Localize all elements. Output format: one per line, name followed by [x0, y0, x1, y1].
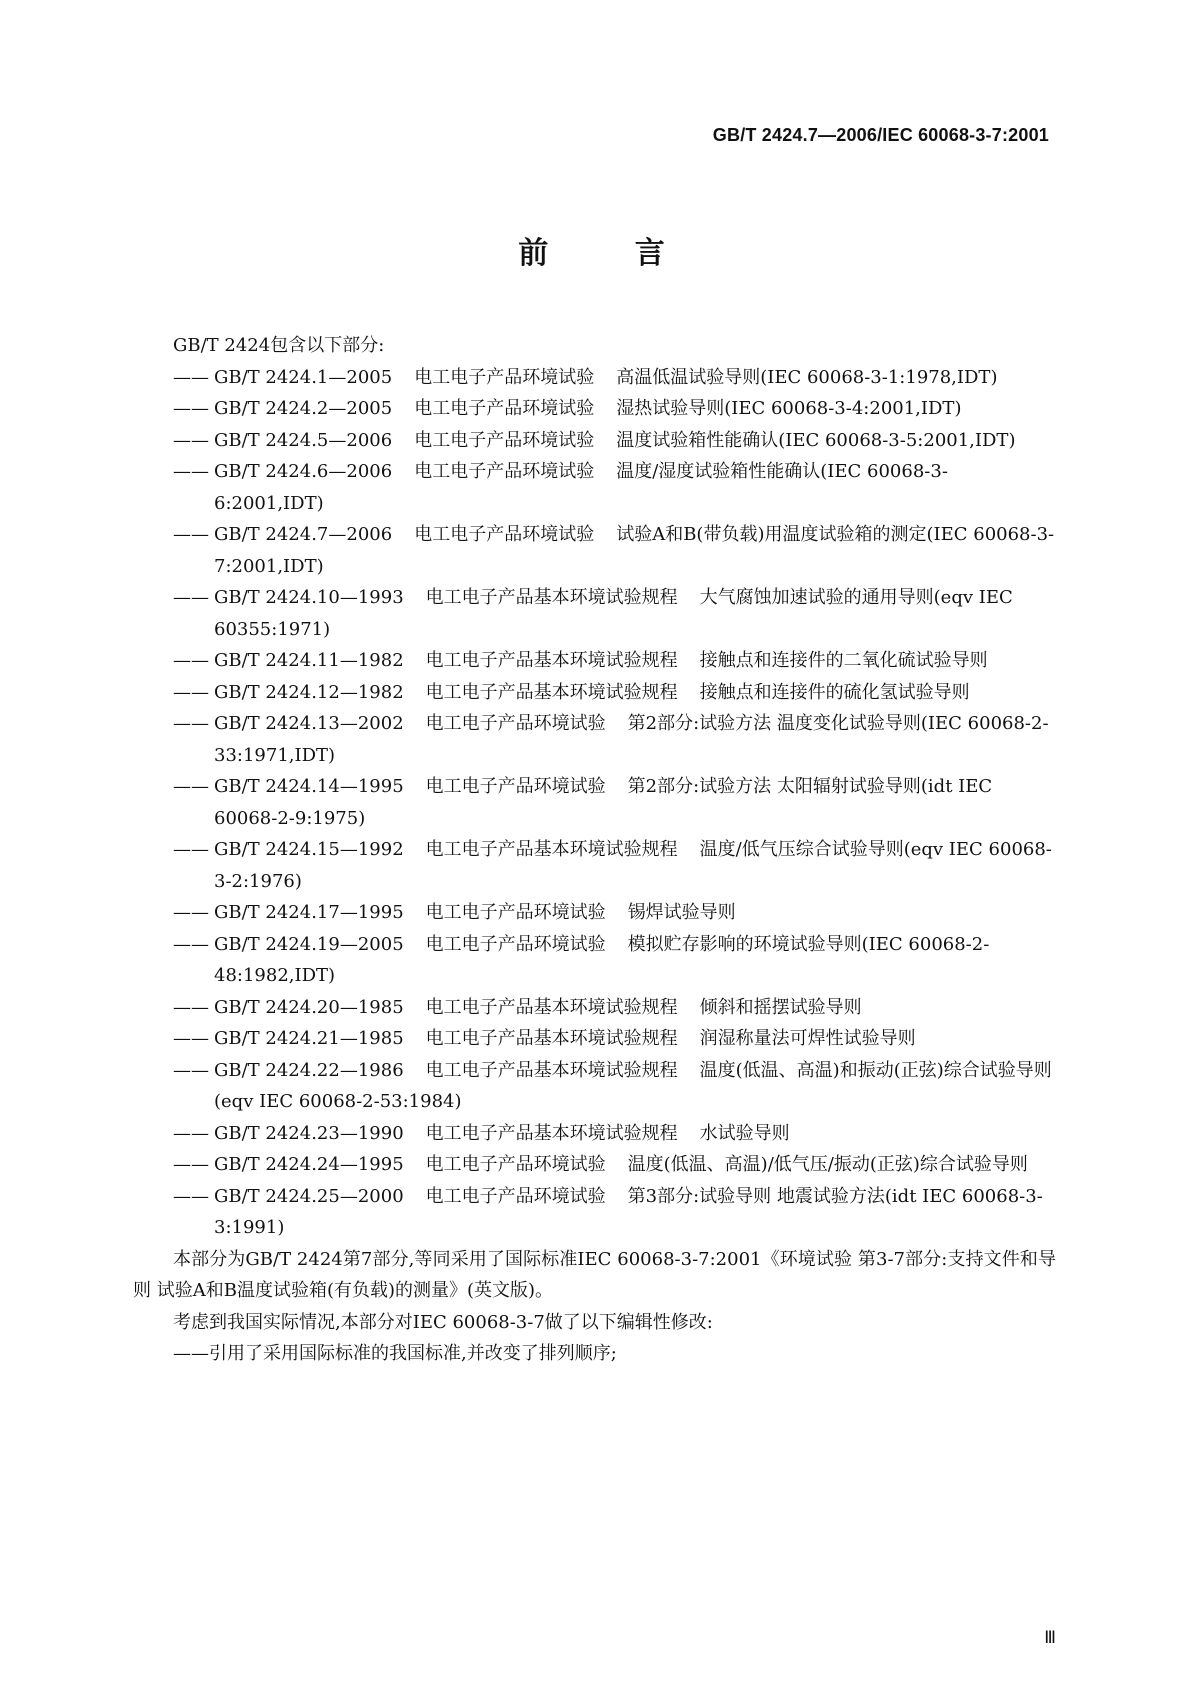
standard-title: 温度(低温、高温)和振动(正弦)综合试验导则(eqv IEC 60068-2-53:1984) — [214, 1059, 1052, 1112]
standard-code: GB/T 2424.21—1985 — [214, 1028, 404, 1049]
standard-category: 电工电子产品环境试验 — [414, 366, 595, 388]
standard-code: GB/T 2424.11—1982 — [214, 650, 404, 671]
standard-category: 电工电子产品基本环境试验规程 — [425, 650, 678, 671]
standard-category: 电工电子产品环境试验 — [414, 524, 595, 545]
standard-title: 高温低温试验导则(IEC 60068-3-1:1978,IDT) — [616, 366, 998, 388]
standard-code: GB/T 2424.19—2005 — [214, 933, 404, 955]
standard-category: 电工电子产品基本环境试验规程 — [425, 996, 678, 1018]
dash-marker: —— — [173, 1059, 209, 1081]
list-item — [133, 834, 1056, 897]
standard-category: 电工电子产品基本环境试验规程 — [425, 681, 678, 703]
dash-marker: —— — [173, 1154, 209, 1175]
standard-title: 水试验导则 — [699, 1122, 790, 1144]
standard-category: 电工电子产品基本环境试验规程 — [425, 587, 678, 608]
standard-code: GB/T 2424.17—1995 — [214, 902, 404, 923]
standard-category: 电工电子产品基本环境试验规程 — [425, 1122, 678, 1144]
standard-code: GB/T 2424.14—1995 — [214, 776, 404, 797]
standard-category: 电工电子产品环境试验 — [414, 398, 595, 419]
standard-title: 倾斜和摇摆试验导则 — [699, 996, 862, 1018]
standard-code: GB/T 2424.22—1986 — [214, 1059, 404, 1081]
standard-code: GB/T 2424.15—1992 — [214, 839, 404, 860]
standard-title: 第2部分:试验方法 太阳辐射试验导则(idt IEC 60068-2-9:1975) — [214, 776, 993, 829]
standard-category: 电工电子产品环境试验 — [425, 713, 606, 734]
standard-title: 大气腐蚀加速试验的通用导则(eqv IEC 60355:1971) — [214, 587, 1013, 640]
standard-category: 电工电子产品基本环境试验规程 — [425, 1059, 678, 1081]
list-item — [133, 771, 1056, 834]
standard-title: 润湿称量法可焊性试验导则 — [699, 1028, 916, 1049]
dash-marker: —— — [173, 429, 209, 451]
dash-marker: —— — [173, 933, 209, 955]
standard-title: 第2部分:试验方法 温度变化试验导则(IEC 60068-2-33:1971,IDT) — [214, 713, 1049, 766]
standard-code: GB/T 2424.7—2006 — [214, 524, 393, 545]
standard-title: 模拟贮存影响的环境试验导则(IEC 60068-2-48:1982,IDT) — [214, 933, 990, 986]
standard-title: 接触点和连接件的二氧化硫试验导则 — [699, 650, 988, 671]
standard-code: GB/T 2424.13—2002 — [214, 713, 404, 734]
page-number: Ⅲ — [1044, 1628, 1056, 1647]
standard-code: GB/T 2424.24—1995 — [214, 1154, 404, 1175]
standard-title: 锡焊试验导则 — [627, 902, 736, 923]
paragraph-modification-item: ——引用了采用国际标准的我国标准,并改变了排列顺序; — [173, 1343, 617, 1364]
standard-category: 电工电子产品环境试验 — [425, 776, 606, 797]
list-item — [133, 645, 1056, 677]
dash-marker: —— — [173, 524, 209, 545]
dash-marker: —— — [173, 461, 209, 482]
list-item — [133, 1181, 1056, 1244]
standard-category: 电工电子产品基本环境试验规程 — [425, 1028, 678, 1049]
list-item — [133, 582, 1056, 645]
dash-marker: —— — [173, 996, 209, 1018]
standard-code: GB/T 2424.5—2006 — [214, 429, 393, 451]
standard-category: 电工电子产品基本环境试验规程 — [425, 839, 678, 860]
dash-marker: —— — [173, 681, 209, 703]
list-item — [133, 929, 1056, 992]
list-item — [133, 1149, 1056, 1181]
standard-title: 试验A和B(带负载)用温度试验箱的测定(IEC 60068-3-7:2001,IDT) — [214, 524, 1055, 577]
list-item — [133, 1023, 1056, 1055]
paragraph-modifications: 考虑到我国实际情况,本部分对IEC 60068-3-7做了以下编辑性修改: — [173, 1311, 713, 1333]
list-item — [133, 1118, 1056, 1150]
standard-title: 温度/低气压综合试验导则(eqv IEC 60068-3-2:1976) — [214, 839, 1052, 892]
dash-marker: —— — [173, 650, 209, 671]
dash-marker: —— — [173, 587, 209, 608]
dash-marker: —— — [173, 839, 209, 860]
intro-line: GB/T 2424包含以下部分: — [173, 335, 385, 356]
dash-marker: —— — [173, 366, 209, 388]
list-item — [133, 425, 1056, 457]
list-item — [133, 897, 1056, 929]
dash-marker: —— — [173, 1122, 209, 1144]
document-header: GB/T 2424.7—2006/IEC 60068-3-7:2001 — [712, 125, 1049, 145]
standard-title: 接触点和连接件的硫化氢试验导则 — [699, 681, 970, 703]
standard-category: 电工电子产品环境试验 — [425, 1185, 606, 1207]
list-item — [133, 362, 1056, 394]
standard-title: 湿热试验导则(IEC 60068-3-4:2001,IDT) — [616, 398, 962, 419]
list-item — [133, 708, 1056, 771]
dash-marker: —— — [173, 1028, 209, 1049]
list-item — [133, 519, 1056, 582]
standard-code: GB/T 2424.6—2006 — [214, 461, 393, 482]
foreword-body — [133, 330, 1056, 1370]
standard-code: GB/T 2424.12—1982 — [214, 681, 404, 703]
dash-marker: —— — [173, 902, 209, 923]
standard-title: 第3部分:试验导则 地震试验方法(idt IEC 60068-3-3:1991) — [214, 1185, 1043, 1238]
standard-code: GB/T 2424.23—1990 — [214, 1122, 404, 1144]
page-title: 前 言 — [518, 236, 703, 271]
standard-category: 电工电子产品环境试验 — [425, 933, 606, 955]
list-item — [133, 1055, 1056, 1118]
standards-list — [133, 362, 1056, 1244]
standard-category: 电工电子产品环境试验 — [414, 461, 595, 482]
standard-title: 温度试验箱性能确认(IEC 60068-3-5:2001,IDT) — [616, 429, 1016, 451]
dash-marker: —— — [173, 398, 209, 419]
paragraph-adoption: 本部分为GB/T 2424第7部分,等同采用了国际标准IEC 60068-3-7:2001《环境试验 第3-7部分:支持文件和导则 试验A和B温度试验箱(有负载)的测量》(英文版)。 — [133, 1248, 1056, 1301]
list-item — [133, 456, 1056, 519]
dash-marker: —— — [173, 776, 209, 797]
standard-title: 温度(低温、高温)/低气压/振动(正弦)综合试验导则 — [627, 1154, 1028, 1175]
standard-code: GB/T 2424.1—2005 — [214, 366, 393, 388]
standard-code: GB/T 2424.10—1993 — [214, 587, 404, 608]
list-item — [133, 393, 1056, 425]
standard-category: 电工电子产品环境试验 — [414, 429, 595, 451]
dash-marker: —— — [173, 713, 209, 734]
list-item — [133, 677, 1056, 709]
standard-code: GB/T 2424.20—1985 — [214, 996, 404, 1018]
standard-title: 温度/湿度试验箱性能确认(IEC 60068-3-6:2001,IDT) — [214, 461, 948, 514]
standard-category: 电工电子产品环境试验 — [425, 902, 606, 923]
dash-marker: —— — [173, 1185, 209, 1207]
standard-category: 电工电子产品环境试验 — [425, 1154, 606, 1175]
standard-code: GB/T 2424.2—2005 — [214, 398, 393, 419]
list-item — [133, 992, 1056, 1024]
standard-code: GB/T 2424.25—2000 — [214, 1185, 404, 1207]
